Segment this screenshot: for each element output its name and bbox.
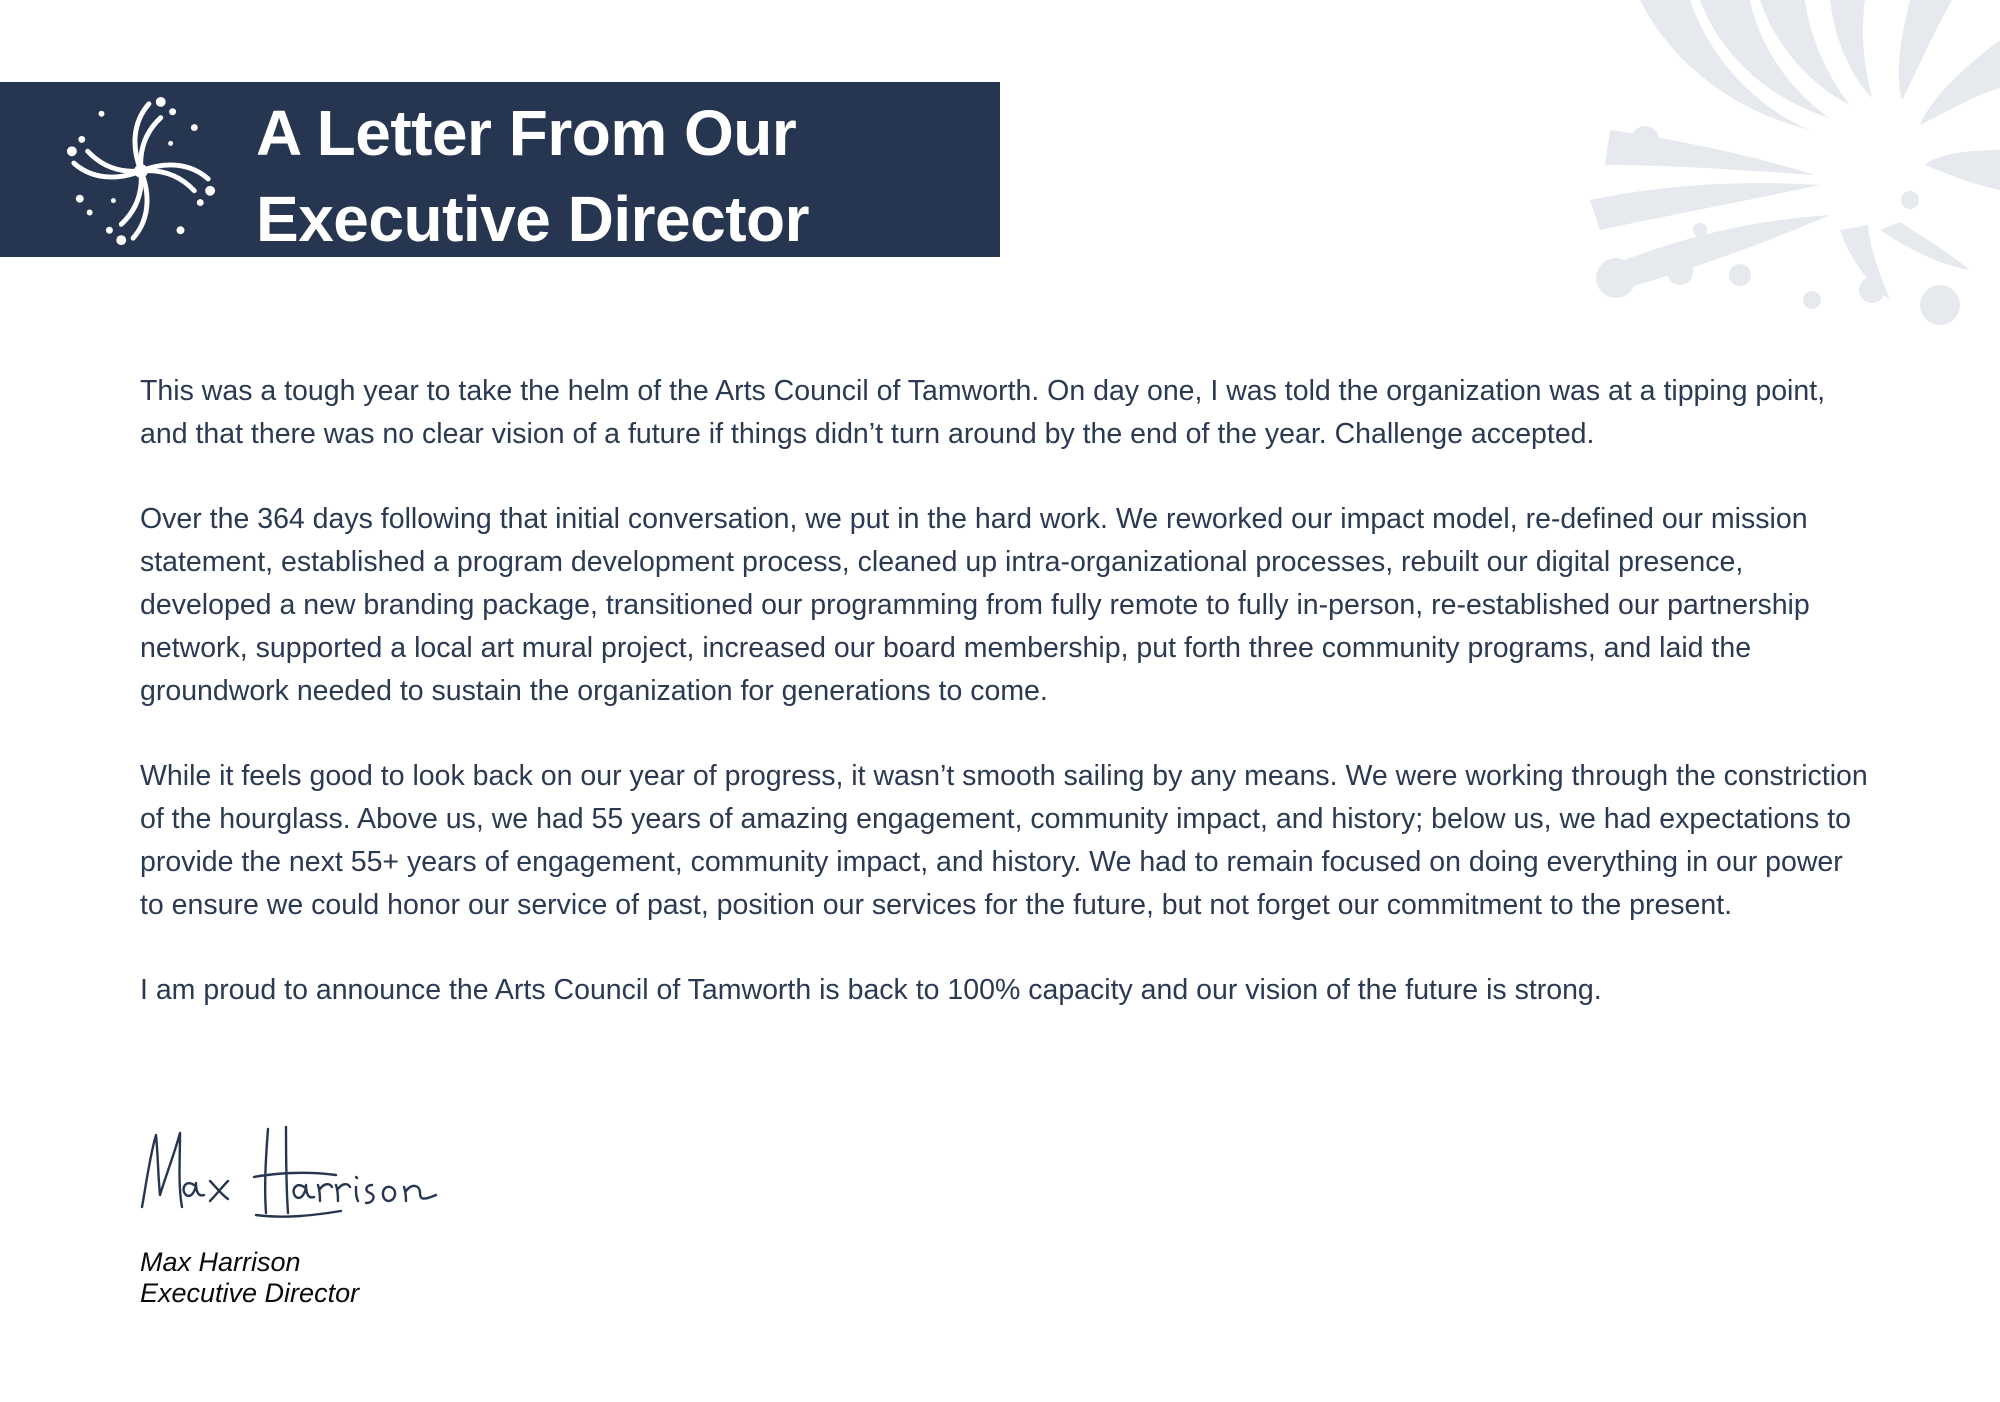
letter-paragraph-4: I am proud to announce the Arts Council of Tamworth is back to 100% capacity and our vision of the future is strong. bbox=[140, 974, 1602, 1006]
header-band bbox=[0, 82, 1000, 257]
page-title bbox=[256, 90, 809, 262]
letter-paragraph-3: While it feels good to look back on our year of progress, it wasn’t smooth sailing by any means. We were working through the constriction of the hourglass. Above us, we had 55 years of amazing engagement, community impact, and history; below us, we had expectations to provide the next 55+ years of engagement, community impact, and history. We had to remain focused on doing everything in our power to ensure we could honor our service of past, position our services for the future, but not forget our commitment to the present. bbox=[140, 760, 1868, 921]
swirl-logo-icon bbox=[62, 92, 220, 250]
swirl-watermark-icon bbox=[1580, 0, 2000, 400]
signer-block bbox=[140, 1247, 359, 1309]
letter-paragraph-2: Over the 364 days following that initial conversation, we put in the hard work. We reworked our impact model, re-defined our mission statement, established a program development process, cleaned up intra-organizational processes, rebuilt our digital presence, developed a new branding package, transitioned our programming from fully remote to fully in-person, re-established our partnership network, supported a local art mural project, increased our board membership, put forth three community programs, and laid the groundwork needed to sustain the organization for generations to come. bbox=[140, 503, 1810, 707]
letter-body bbox=[140, 370, 1870, 1054]
signer-role: Executive Director bbox=[140, 1278, 360, 1308]
page-title-line-2: Executive Director bbox=[256, 183, 810, 255]
signer-name: Max Harrison bbox=[140, 1247, 301, 1277]
page-title-line-1: A Letter From Our bbox=[256, 97, 797, 169]
letter-paragraph-1: This was a tough year to take the helm of the Arts Council of Tamworth. On day one, I was told the organization was at a tipping point, and that there was no clear vision of a future if things didn’t turn around by the end of the year. Challenge accepted. bbox=[140, 375, 1826, 450]
handwritten-signature bbox=[136, 1115, 466, 1225]
